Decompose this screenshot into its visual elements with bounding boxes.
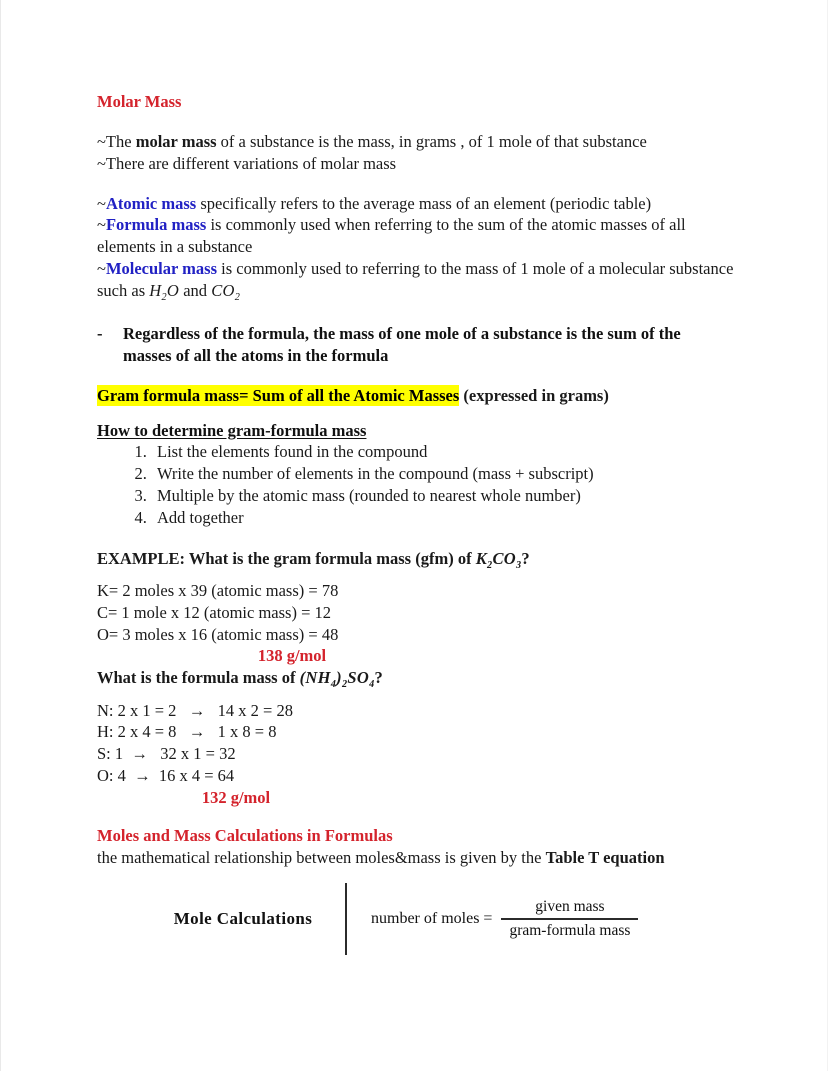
variation-molecular-mass: [97, 258, 737, 304]
variation-2-conjunction: and: [179, 281, 212, 301]
variation-2-text: is commonly used to referring to the mass of 1 mole of a molecular substance such as: [97, 259, 734, 301]
fraction-denominator: gram-formula mass: [509, 921, 631, 939]
list-item: 2. Write the number of elements in the compound (mass + subscript): [151, 463, 737, 485]
example-1-prompt-suffix: ?: [521, 548, 530, 568]
example-1-line-k: K= 2 moles x 39 (atomic mass) = 78: [97, 581, 339, 601]
moles-sentence-bold: Table T equation: [545, 848, 665, 868]
list-item: 3. Multiple by the atomic mass (rounded to nearest whole number): [151, 485, 737, 507]
example-2-prompt-prefix: What is the formula mass of: [97, 668, 300, 688]
intro-line-1-prefix: ~The: [97, 131, 136, 151]
variation-2-tilde: ~: [97, 259, 106, 279]
variation-1-tilde: ~: [97, 215, 106, 235]
highlighted-definition: Gram formula mass= Sum of all the Atomic Masses: [97, 385, 460, 405]
fraction-numerator: given mass: [535, 898, 605, 916]
table-t-equation-lhs: number of moles =: [371, 910, 493, 928]
example-1-total: 138 g/mol: [257, 646, 327, 666]
example-2-line-n: N: 2 x 1 = 2 → 14 x 2 = 28: [97, 700, 293, 720]
moles-section-heading: Moles and Mass Calculations in Formulas: [97, 826, 393, 846]
dash-bullet-marker: -: [97, 323, 103, 343]
table-t-equation: [371, 898, 638, 940]
intro-line-variations: ~There are different variations of molar mass: [97, 153, 397, 173]
definition-trailing: (expressed in grams): [459, 385, 609, 405]
notes-content: [97, 92, 737, 955]
intro-line-1-suffix: of a substance is the mass, in grams , of 1 mole of that substance: [216, 131, 647, 151]
table-t-figure: [145, 883, 737, 955]
example-2-line-h: H: 2 x 4 = 8 → 1 x 8 = 8: [97, 722, 277, 742]
intro-line-1-bold: molar mass: [135, 131, 217, 151]
table-t-divider: [345, 883, 347, 955]
example-2-total: 132 g/mol: [201, 787, 271, 807]
procedure-step-list: [97, 441, 737, 530]
variation-0-tilde: ~: [97, 193, 106, 213]
gram-formula-mass-definition: [97, 385, 737, 407]
variation-0-text: specifically refers to the average mass of an element (periodic table): [196, 193, 652, 213]
intro-line-molar-mass: [97, 131, 737, 153]
example-2-line-s: S: 1 → 32 x 1 = 32: [97, 744, 236, 764]
example-1-line-o: O= 3 moles x 16 (atomic mass) = 48: [97, 624, 339, 644]
variation-1-text: is commonly used when referring to the sum of the atomic masses of all elements in a substance: [97, 215, 686, 257]
example-1-prompt: [97, 548, 737, 572]
formula-carbon-dioxide: $CO_2$: [211, 281, 241, 304]
example-2-prompt-suffix: ?: [374, 668, 383, 688]
key-point-bullet: [97, 323, 737, 367]
variation-2-term: Molecular mass: [105, 259, 217, 279]
table-t-fraction: [501, 898, 638, 940]
variation-atomic-mass: [97, 193, 737, 215]
moles-sentence-prefix: the mathematical relationship between moles&mass is given by the: [97, 848, 546, 868]
list-item: 4. Add together: [151, 507, 737, 529]
formula-ammonium-sulfate: $(NH_4)_2SO_4$: [299, 668, 375, 691]
page-title: Molar Mass: [97, 92, 182, 111]
variation-1-term: Formula mass: [105, 215, 207, 235]
variation-formula-mass: [97, 214, 737, 258]
procedure-heading: How to determine gram-formula mass: [97, 420, 367, 440]
key-point-text: Regardless of the formula, the mass of one mole of a substance is the sum of the masses of all the atoms in the formula: [123, 323, 681, 365]
example-2-line-o: O: 4 → 16 x 4 = 64: [97, 765, 235, 785]
variation-0-term: Atomic mass: [105, 193, 197, 213]
moles-section-sentence: [97, 847, 737, 869]
example-1-prompt-prefix: EXAMPLE: What is the gram formula mass (gfm) of: [97, 548, 476, 568]
formula-water: $H_2O$: [149, 281, 180, 304]
list-item: 1. List the elements found in the compound: [151, 441, 737, 463]
example-1-line-c: C= 1 mole x 12 (atomic mass) = 12: [97, 602, 331, 622]
table-t-label: Mole Calculations: [173, 909, 313, 929]
example-2-prompt: [97, 667, 737, 691]
formula-potassium-carbonate: $K_2CO_3$: [475, 548, 522, 571]
